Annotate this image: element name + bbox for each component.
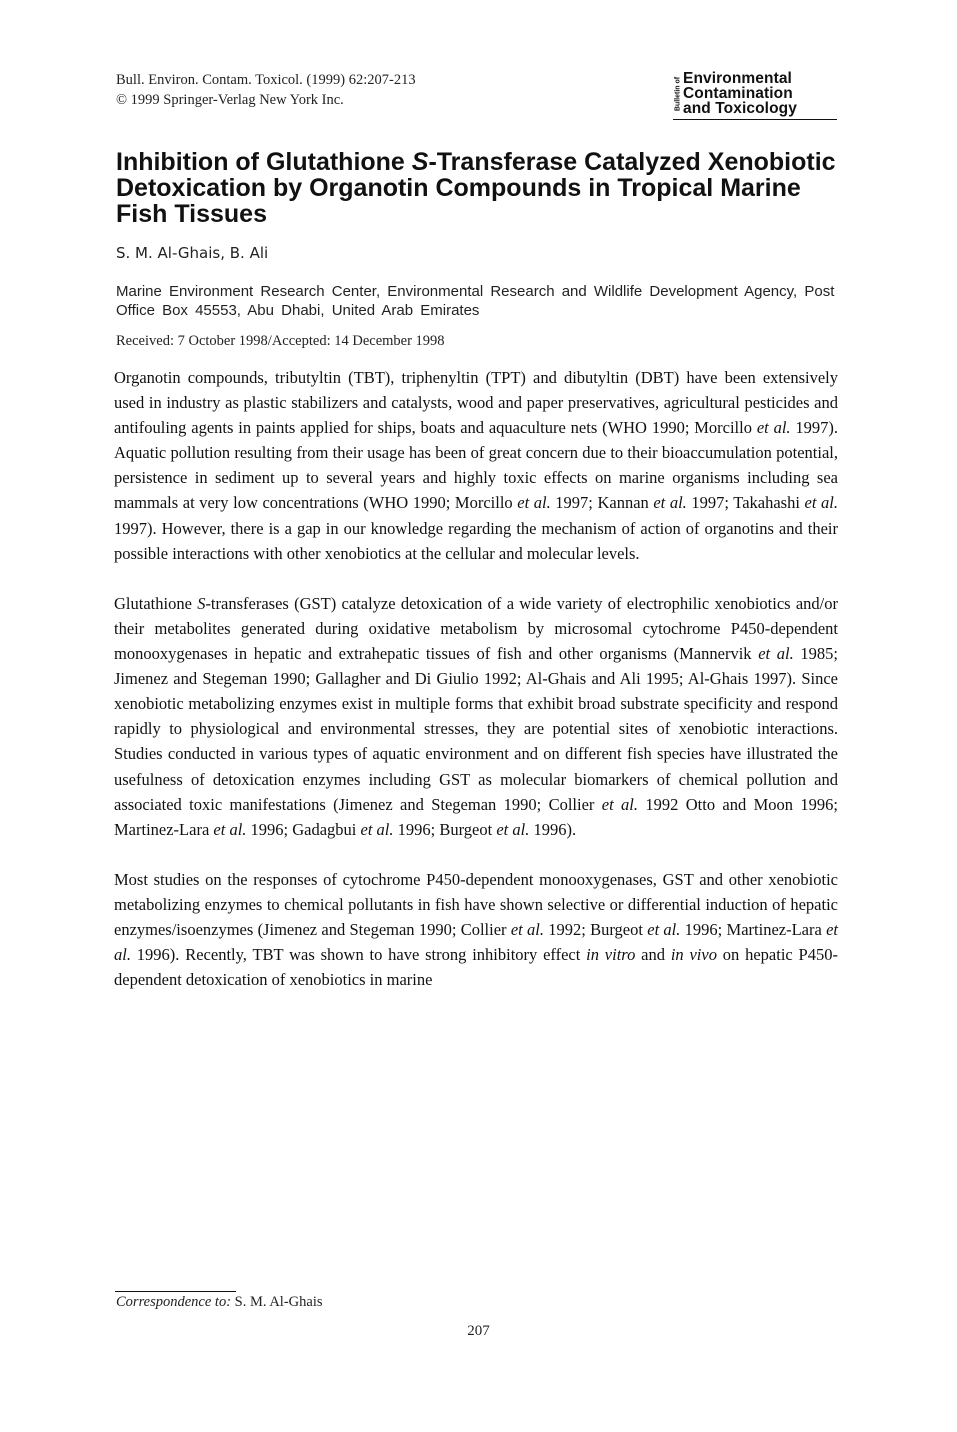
body-paragraph-1 (114, 365, 838, 566)
body-paragraph-2 (114, 591, 838, 842)
journal-logo (673, 71, 837, 120)
text-run: 1997; Kannan (550, 493, 654, 513)
article-title (116, 149, 856, 227)
text-run: 1996). (529, 819, 577, 839)
text-run: 1997). However, there is a gap in our knowledge regarding the mechanism of action of organotins and their possible interactions with other xenobiotics at the cellular and molecular levels. (114, 518, 838, 563)
text-run: 1997). Aquatic pollution resulting from their usage has been of great concern due to their bioaccumulation potential, persistence in sediment up to several years and highly toxic effects on marine organisms including sea mammals at very low concentrations (WHO 1990; Morcillo (114, 418, 839, 513)
footnote-divider (115, 1291, 236, 1292)
journal-citation (116, 70, 416, 110)
title-part-1: Inhibition of Glutathione (116, 148, 412, 176)
title-italic-s: S (411, 148, 429, 176)
journal-logo-line-3: and Toxicology (683, 100, 797, 117)
text-run: 1997; Takahashi (686, 493, 805, 513)
italic-text: et al. (517, 493, 551, 513)
journal-logo-side (673, 72, 683, 116)
italic-text: et al. (496, 819, 530, 839)
italic-text: et al. (601, 794, 639, 814)
text-run: and (635, 945, 671, 965)
italic-text: et al. (213, 819, 247, 839)
title-part-2: -Transferase Catalyzed Xenobiotic Detoxication by Organotin Compounds in Tropical Marine Fish Tissues (116, 148, 836, 228)
text-run: 1985; Jimenez and Stegeman 1990; Gallagher and Di Giulio 1992; Al-Ghais and Ali 1995; Al-Ghais 1997). Since xenobiotic metabolizing enzymes exist in multiple forms that exhibit broad substrate specificity and respond rapidly to physiological and environmental stresses, they are potential sites of xenobiotic interactions. Studies conducted in various types of aquatic environment and on different fish species have illustrated the usefulness of detoxication enzymes including GST as molecular biomarkers of chemical pollution and associated toxic manifestations (Jimenez and Stegeman 1990; Collier (114, 644, 838, 814)
italic-text: et al. (758, 644, 794, 664)
italic-text: in vivo (670, 945, 717, 965)
italic-text: et al. (510, 920, 544, 940)
text-run: 1992 Otto and Moon 1996; Martinez-Lara (114, 794, 838, 839)
text-run: 1992; Burgeot (543, 920, 648, 940)
author-affiliation: Marine Environment Research Center, Environmental Research and Wildlife Development Agency, Post Office Box 45553, Abu Dhabi, United Arab Emirates (116, 283, 835, 319)
italic-text: et al. (653, 493, 687, 513)
article-body (114, 365, 838, 1017)
citation-line-2: © 1999 Springer-Verlag New York Inc. (116, 92, 344, 108)
author-list: S. M. Al-Ghais, B. Ali (116, 244, 269, 262)
text-run: on hepatic P450-dependent detoxication of xenobiotics in marine (114, 945, 838, 990)
italic-text: et al. (647, 920, 681, 940)
italic-text: S (197, 593, 206, 613)
text-run: 1996; Burgeot (393, 819, 497, 839)
text-run: Most studies on the responses of cytochrome P450-dependent monooxygenases, GST and other xenobiotic metabolizing enzymes to chemical pollutants in fish have shown selective or differential induction of hepatic enzymes/isoenzymes (Jimenez and Stegeman 1990; Collier (114, 869, 838, 940)
journal-logo-side-text: Bulletin of (674, 76, 682, 112)
journal-logo-line-1: Environmental (683, 70, 792, 87)
text-run: 1996; Gadagbui (246, 819, 361, 839)
citation-line-1: Bull. Environ. Contam. Toxicol. (1999) 62:207-213 (116, 72, 416, 88)
text-run: 1996; Martinez-Lara (680, 920, 827, 940)
text-run: Organotin compounds, tributyltin (TBT), triphenyltin (TPT) and dibutyltin (DBT) have been extensively used in industry as plastic stabilizers and catalysts, wood and paper preservatives, agricultural pesticides and antifouling agents in paints applied for ships, boats and aquaculture nets (WHO 1990; Morcillo (114, 368, 838, 438)
text-run: 1996). Recently, TBT was shown to have strong inhibitory effect (130, 945, 587, 965)
text-run: Glutathione (114, 593, 198, 613)
correspondence-footnote (116, 1294, 323, 1311)
italic-text: et al. (360, 819, 394, 839)
text-run: -transferases (GST) catalyze detoxication of a wide variety of electrophilic xenobiotics and/or their metabolites generated during oxidative metabolism by microsomal cytochrome P450-dependent monooxygenases in hepatic and extrahepatic tissues of fish and other organisms (Mannervik (114, 593, 838, 664)
footnote-label: Correspondence to: (116, 1294, 232, 1310)
italic-text: et al. (804, 493, 838, 513)
journal-logo-line-2: Contamination (683, 85, 793, 102)
italic-text: in vitro (586, 945, 636, 965)
italic-text: et al. (114, 920, 839, 965)
page-number: 207 (467, 1323, 490, 1339)
received-accepted-dates: Received: 7 October 1998/Accepted: 14 December 1998 (116, 333, 445, 349)
italic-text: et al. (756, 418, 791, 438)
journal-logo-wordmark (683, 71, 797, 116)
body-paragraph-3 (114, 867, 838, 992)
footnote-name: S. M. Al-Ghais (231, 1294, 323, 1310)
